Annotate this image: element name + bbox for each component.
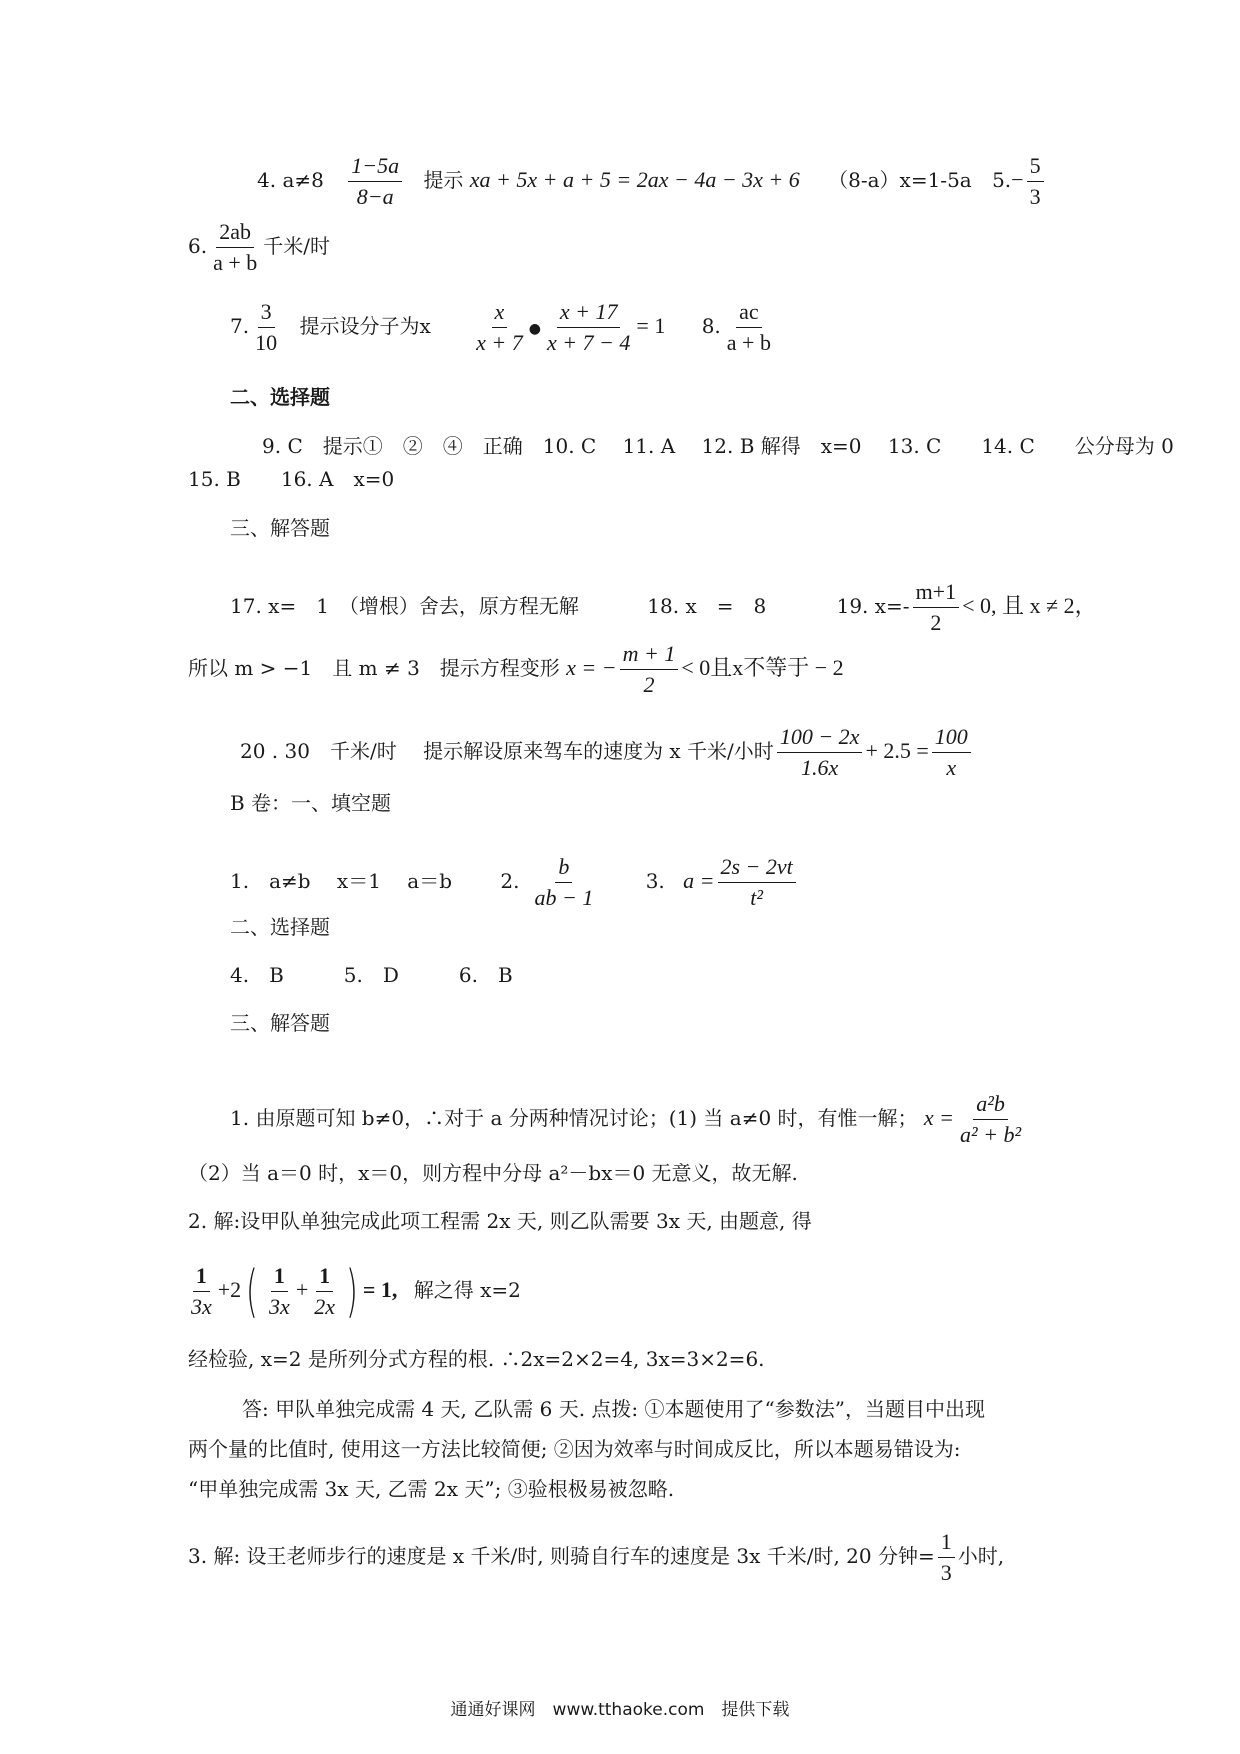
section-heading-b-fill: B 卷：一、填空题 [230,791,392,815]
fraction-b2 [531,853,596,912]
fraction-6 [210,218,260,277]
denominator: t² [750,885,763,910]
numerator: 1 [193,1262,210,1292]
minus-sign: − [1011,167,1024,192]
numerator: 1 [316,1262,333,1292]
numerator: 1 [938,1528,955,1558]
answer-19-rhs: < 0, 且 x ≠ 2， [962,593,1097,618]
equals-one: = 1 [636,313,666,338]
numerator: 2s − 2vt [718,853,796,883]
solution-text: 解之得 x=2 [413,1278,521,1302]
denominator: 2x [314,1294,335,1319]
denominator: x + 7 [476,330,523,355]
fraction-20b [932,723,971,782]
section-heading-b-solve: 三、解答题 [230,1011,330,1035]
numerator: a²b [973,1090,1008,1120]
numerator: ac [736,298,762,328]
multiply-dot: ● [528,321,541,337]
numerator: 3 [258,298,275,328]
right-paren: ) [345,1258,358,1324]
fraction-p3 [938,1528,955,1587]
equals-one: = 1, [362,1277,398,1302]
item-b2-label: 2. [500,869,520,893]
denominator: a² + b² [960,1122,1022,1147]
fraction-p2b [266,1262,293,1321]
section-heading-solve: 三、解答题 [230,516,330,540]
problem-2-equation [188,1258,521,1324]
plus-equals: + 2.5 = [865,738,929,763]
answer-b1: 1. a≠b x＝1 a＝b [230,869,453,893]
numerator: m + 1 [620,640,679,670]
hint-label: 提示 [423,168,464,192]
plus-sign: + [295,1277,309,1302]
denominator: 2 [930,610,942,635]
item-7-label: 7. [230,314,250,338]
problem-1-line [230,1090,1027,1149]
numerator: 1 [271,1262,288,1292]
numerator: 5 [1027,152,1044,182]
fraction-4 [348,152,402,211]
hint-text: 提示设分子为x [299,314,431,338]
problem-1-text: 1. 由原题可知 b≠0，∴对于 a 分两种情况讨论；(1) 当 a≠0 时，有惟一解； [230,1106,918,1130]
denominator: 3 [1029,184,1041,209]
answer-line-20 [240,723,974,782]
denominator: x [946,755,957,780]
unit-text: 千米/时 [263,234,331,258]
answer-line-4 [257,152,1047,211]
denominator: x + 7 − 4 [546,330,631,355]
numerator: m+1 [913,578,960,608]
fraction-20a [777,723,863,782]
fraction-8 [724,298,774,357]
denominator: 2 [643,672,655,697]
fraction-19 [913,578,960,637]
fraction-b3 [718,853,796,912]
numerator: 100 − 2x [777,723,863,753]
denominator: 3 [940,1560,952,1585]
fraction-p2c [311,1262,338,1321]
denominator: 8−a [356,184,394,209]
fraction-7 [252,298,280,357]
answer-line-15: 15. B 16. A x=0 [188,467,395,491]
item-8-label: 8. [701,314,721,338]
denominator: 10 [255,330,278,355]
numerator: 1−5a [348,152,402,182]
condition-text: 所以 m > −1 且 m ≠ 3 提示方程变形 [188,656,560,680]
answer-line-17 [230,578,1097,637]
equation-4b: （8-a）x=1-5a [828,168,972,192]
denominator: 1.6x [800,755,839,780]
answer-line-b1 [230,853,799,912]
denominator: a + b [213,250,258,275]
item-6-label: 6. [188,234,208,258]
answer-18: 18. x = 8 [647,594,767,618]
problem-1-lhs: x = [923,1105,955,1130]
page-footer: 通通好课网 www.tthaoke.com 提供下载 [450,1700,790,1720]
unit-hour: 小时, [957,1544,1005,1568]
problem-2-answer-line-1: 答: 甲队单独完成需 4 天, 乙队需 6 天. 点拨: ①本题使用了“参数法”，当题目中出现 [242,1397,985,1421]
problem-3-line [188,1528,1004,1587]
transform-lhs: x = − [566,655,617,680]
section-heading-choice: 二、选择题 [230,385,330,409]
numerator: 100 [932,723,971,753]
answer-20-text: 20 . 30 千米/时 提示解设原来驾车的速度为 x 千米/小时 [240,739,774,763]
problem-1-case-2: （2）当 a＝0 时，x＝0，则方程中分母 a²－bx＝0 无意义，故无解. [188,1161,798,1185]
numerator: x + 17 [557,298,621,328]
item-b3-label: 3. [645,869,665,893]
left-paren: ( [246,1258,259,1324]
denominator: 3x [269,1294,290,1319]
answer-19-lhs: x=- [874,594,910,618]
plus-two: +2 [217,1277,242,1302]
problem-2-answer-line-2: 两个量的比值时, 使用这一方法比较简便; ②因为效率与时间成反比，所以本题易错设为: [188,1437,961,1461]
item-19-label: 19. [836,594,869,618]
fraction-transform [620,640,679,699]
denominator: ab − 1 [534,885,594,910]
equation-4: xa + 5x + a + 5 = 2ax − 4a − 3x + 6 [469,167,800,192]
answer-b3-lhs: a = [683,868,715,893]
numerator: 2ab [216,218,254,248]
fraction-p2a [188,1262,215,1321]
answer-17: 17. x= 1 （增根）舍去，原方程无解 [230,594,579,618]
transform-rhs: < 0且x不等于 − 2 [681,655,844,680]
problem-2-setup: 2. 解:设甲队单独完成此项工程需 2x 天, 则乙队需要 3x 天, 由题意, 得 [188,1209,812,1233]
section-heading-b-choice: 二、选择题 [230,915,330,939]
answer-line-9: 9. C 提示① ② ④ 正确 10. C 11. A 12. B 解得 x=0 13. C 14. C 公分母为 0 [262,434,1174,458]
numerator: x [492,298,508,328]
problem-2-check: 经检验, x=2 是所列分式方程的根. ∴2x=2×2=4, 3x=3×2=6. [188,1347,765,1371]
answer-line-6 [188,218,330,277]
problem-3-text: 3. 解: 设王老师步行的速度是 x 千米/时, 则骑自行车的速度是 3x 千米/时, 20 分钟= [188,1544,935,1568]
problem-2-answer-line-3: “甲单独完成需 3x 天, 乙需 2x 天”; ③验根极易被忽略. [188,1477,675,1501]
item-5-label: 5. [992,168,1012,192]
fraction-5 [1027,152,1044,211]
denominator: 3x [191,1294,212,1319]
fraction-p1 [957,1090,1024,1149]
answer-line-17b [188,640,844,699]
answer-line-b4: 4. B 5. D 6. B [230,963,513,987]
fraction-7b [473,298,526,357]
answer-line-7 [230,298,777,357]
item-4-label: 4. a≠8 [257,168,324,192]
fraction-7c [544,298,633,357]
denominator: a + b [726,330,771,355]
numerator: b [555,853,572,883]
